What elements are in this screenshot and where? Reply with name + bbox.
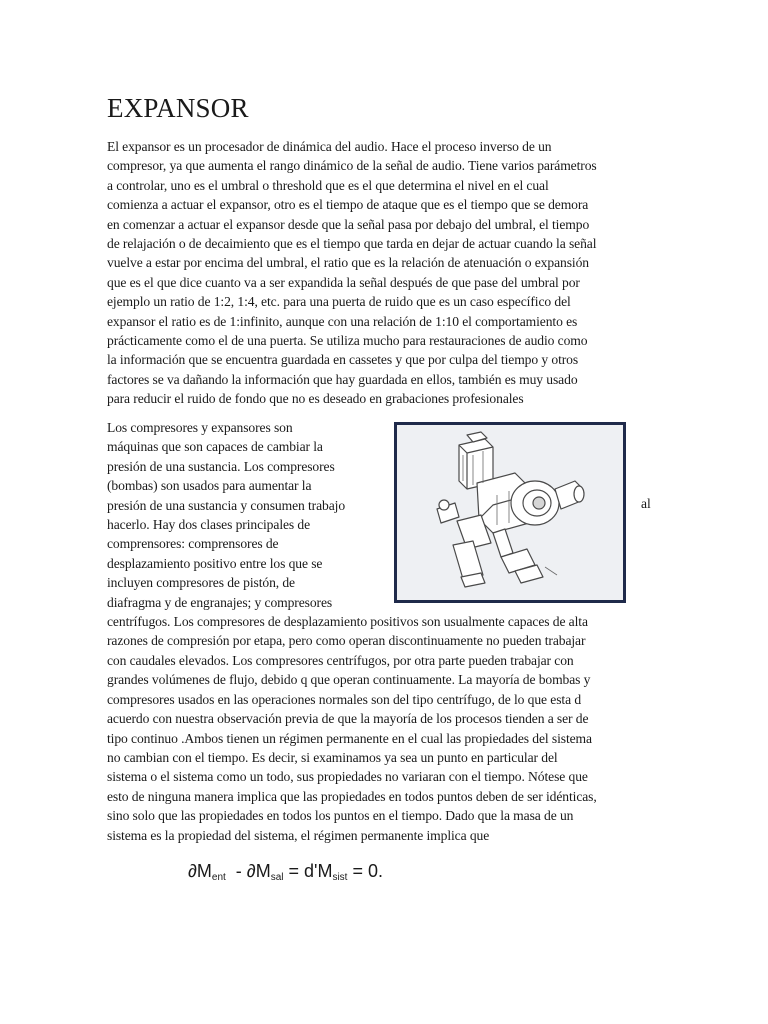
- text-line: tipo continuo .Ambos tienen un régimen permanente en el cual las propiedades del sistema: [107, 730, 592, 746]
- text-line: (bombas) son usados para aumentar la: [107, 478, 312, 494]
- formula-part: = 0.: [347, 861, 383, 881]
- text-line: expansor el ratio es de 1:infinito, aunque con una relación de 1:10 el comportamiento es: [107, 313, 578, 329]
- formula-subscript: ent: [211, 872, 226, 883]
- formula-part: = d'M: [283, 861, 333, 881]
- text-line: centrífugos. Los compresores de desplazamiento positivos son usualmente capaces de alta: [107, 614, 588, 630]
- text-line: para reducir el ruido de fondo que no es deseado en grabaciones profesionales: [107, 391, 524, 407]
- text-line: que es el que dice cuanto va a ser expandida la señal después de que pase del umbral por: [107, 274, 580, 290]
- text-line: de relajación o de decaimiento que es el tiempo que tarda en dejar de actuar cuando la señal: [107, 236, 597, 252]
- text-line: comienza a actuar el expansor, otro es el tiempo de ataque que es el tiempo que se demora: [107, 197, 589, 213]
- text-line: factores se va dañando la información que hay guardada en ellos, también es muy usado: [107, 371, 578, 387]
- text-line: razones de compresión por etapa, pero como operan discontinuamente no pueden trabajar: [107, 633, 586, 649]
- text-line: la información que se encuentra guardada en cassetes y que por culpa del tiempo y otros: [107, 352, 579, 368]
- text-line: sistema o el sistema como un todo, sus propiedades no variaran con el tiempo. Nótese que: [107, 769, 588, 785]
- text-line: presión de una sustancia y consumen trabajo: [107, 497, 346, 513]
- inline-word: al: [641, 496, 651, 511]
- text-line: compresor, ya que aumenta el rango dinámico de la señal de audio. Tiene varios parámetros: [107, 158, 597, 174]
- text-line: comprensores: comprensores de: [107, 536, 279, 552]
- text-line: acuerdo con nuestra observación previa de que la mayoría de los procesos tienden a ser de: [107, 711, 589, 727]
- text-line: a controlar, uno es el umbral o threshold que es el que determina el nivel en el cual: [107, 177, 549, 193]
- compressor-drawing: [397, 425, 623, 600]
- document-title: EXPANSOR: [107, 93, 249, 123]
- text-line: diafragma y de engranajes; y compresores: [107, 594, 333, 610]
- compressor-illustration: [394, 422, 626, 603]
- text-line: con caudales elevados. Los compresores centrífugos, por otra parte pueden trabajar con: [107, 652, 574, 668]
- text-line: ejemplo un ratio de 1:2, 1:4, etc. para una puerta de ruido que es un caso específico del: [107, 294, 571, 310]
- text-line: en comenzar a actuar el expansor desde que la señal pasa por debajo del umbral, el tiempo: [107, 216, 590, 232]
- text-line: sino solo que las propiedades en todos los puntos en el tiempo. Dado que la masa de un: [107, 808, 574, 824]
- text-line: prácticamente como el de una puerta. Se utiliza mucho para restauraciones de audio como: [107, 333, 588, 349]
- formula-part: - ∂M: [225, 861, 271, 881]
- text-line: El expansor es un procesador de dinámica del audio. Hace el proceso inverso de un: [107, 139, 552, 154]
- text-line: Los compresores y expansores son: [107, 420, 293, 435]
- text-line: grandes volúmenes de flujo, debido q que operan continuamente. La mayoría de bombas y: [107, 672, 591, 688]
- formula-subscript: sist: [332, 872, 348, 883]
- mass-balance-formula: [188, 858, 383, 891]
- text-line: máquinas que son capaces de cambiar la: [107, 439, 323, 455]
- text-line: no cambian con el tiempo. Es decir, si examinamos ya sea un punto en particular del: [107, 749, 558, 765]
- text-line: vuelve a estar por encima del umbral, el ratio que es la relación de atenuación o expansión: [107, 255, 589, 271]
- text-line: esto de ninguna manera implica que las propiedades en todos puntos deben de ser idénticas,: [107, 788, 597, 804]
- text-line: desplazamiento positivo entre los que se: [107, 555, 323, 571]
- text-line: hacerlo. Hay dos clases principales de: [107, 517, 311, 533]
- text-line: compresores usados en las operaciones normales son del tipo centrífugo, de lo que esta d: [107, 691, 582, 707]
- text-line: presión de una sustancia. Los compresores: [107, 458, 335, 474]
- formula-subscript: sal: [270, 872, 284, 883]
- paragraph-expansor: [107, 137, 663, 409]
- formula-part: ∂M: [188, 861, 212, 881]
- text-line: incluyen compresores de pistón, de: [107, 575, 295, 591]
- text-line: sistema es la propiedad del sistema, el régimen permanente implica que: [107, 827, 490, 843]
